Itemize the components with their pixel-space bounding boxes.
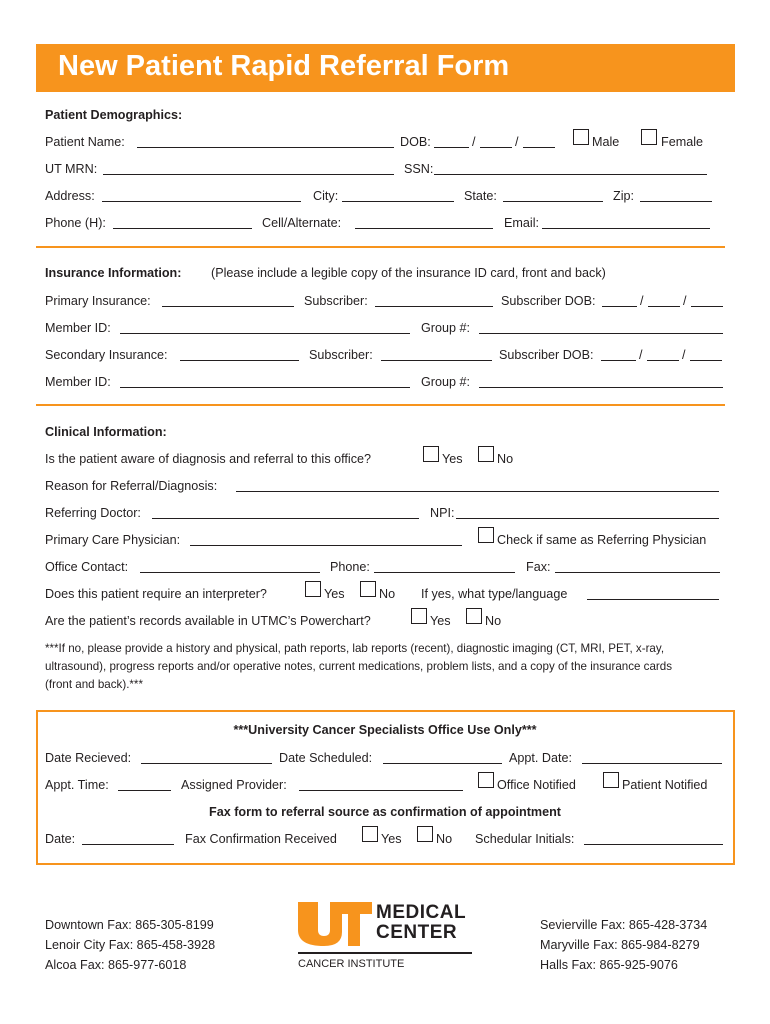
- primary-dob-year-field[interactable]: [691, 306, 723, 307]
- dob-separator: /: [640, 294, 644, 308]
- fax-confirm-label: Fax Confirmation Received: [185, 832, 337, 846]
- assigned-provider-field[interactable]: [299, 790, 463, 791]
- aware-yes-checkbox[interactable]: [423, 446, 439, 462]
- female-label: Female: [661, 135, 703, 149]
- primary-group-field[interactable]: [479, 333, 723, 334]
- primary-subscriber-field[interactable]: [375, 306, 493, 307]
- primary-dob-day-field[interactable]: [648, 306, 680, 307]
- dob-separator: /: [472, 135, 476, 149]
- demographics-heading: Patient Demographics:: [45, 108, 183, 122]
- zip-field[interactable]: [640, 201, 712, 202]
- note-line: ***If no, please provide a history and physical, path reports, lab reports (recent), diagnostic imaging (CT, MRI, PET, x-ray,: [45, 642, 665, 655]
- secondary-member-id-field[interactable]: [120, 387, 410, 388]
- dob-year-field[interactable]: [523, 147, 555, 148]
- fax-alcoa: Alcoa Fax: 865-977-6018: [45, 958, 187, 972]
- assigned-provider-label: Assigned Provider:: [181, 778, 287, 792]
- address-field[interactable]: [102, 201, 301, 202]
- records-question: Are the patient’s records available in UTMC’s Powerchart?: [45, 614, 371, 628]
- phone-home-label: Phone (H):: [45, 216, 106, 230]
- city-label: City:: [313, 189, 339, 203]
- dob-label: DOB:: [400, 135, 431, 149]
- scheduler-initials-field[interactable]: [584, 844, 723, 845]
- primary-insurance-field[interactable]: [162, 306, 294, 307]
- fax-maryville: Maryville Fax: 865-984-8279: [540, 938, 700, 952]
- cell-field[interactable]: [355, 228, 493, 229]
- aware-no-checkbox[interactable]: [478, 446, 494, 462]
- mrn-label: UT MRN:: [45, 162, 98, 176]
- state-label: State:: [464, 189, 497, 203]
- male-checkbox[interactable]: [573, 129, 589, 145]
- cell-label: Cell/Alternate:: [262, 216, 342, 230]
- fax-no-checkbox[interactable]: [417, 826, 433, 842]
- date-scheduled-label: Date Scheduled:: [279, 751, 373, 765]
- office-contact-label: Office Contact:: [45, 560, 129, 574]
- primary-insurance-label: Primary Insurance:: [45, 294, 151, 308]
- ssn-field[interactable]: [434, 174, 707, 175]
- email-label: Email:: [504, 216, 539, 230]
- clinical-heading: Clinical Information:: [45, 425, 167, 439]
- dob-separator: /: [639, 348, 643, 362]
- fax-sevierville: Sevierville Fax: 865-428-3734: [540, 918, 708, 932]
- primary-subscriber-dob-label: Subscriber DOB:: [501, 294, 596, 308]
- records-no-label: No: [485, 614, 502, 628]
- address-label: Address:: [45, 189, 95, 203]
- insurance-heading: Insurance Information:: [45, 266, 182, 280]
- aware-no-label: No: [497, 452, 514, 466]
- dob-day-field[interactable]: [480, 147, 512, 148]
- phone-home-field[interactable]: [113, 228, 252, 229]
- fax-lenoir-city: Lenoir City Fax: 865-458-3928: [45, 938, 216, 952]
- referring-doctor-field[interactable]: [152, 518, 419, 519]
- date-received-label: Date Recieved:: [45, 751, 132, 765]
- office-phone-label: Phone:: [330, 560, 370, 574]
- office-fax-label: Fax:: [526, 560, 551, 574]
- npi-field[interactable]: [456, 518, 719, 519]
- logo-line2: CENTER: [376, 922, 458, 943]
- date-received-field[interactable]: [141, 763, 272, 764]
- office-fax-field[interactable]: [555, 572, 720, 573]
- records-no-checkbox[interactable]: [466, 608, 482, 624]
- note-line: ultrasound), progress reports and/or operative notes, current medications, problem lists, and a copy of the insurance cards: [45, 660, 673, 673]
- zip-label: Zip:: [613, 189, 634, 203]
- secondary-group-label: Group #:: [421, 375, 471, 389]
- aware-question: Is the patient aware of diagnosis and referral to this office?: [45, 452, 371, 466]
- interpreter-yes-label: Yes: [324, 587, 345, 601]
- office-phone-field[interactable]: [374, 572, 515, 573]
- appt-time-field[interactable]: [118, 790, 171, 791]
- mrn-field[interactable]: [103, 174, 394, 175]
- note-line: (front and back).***: [45, 678, 143, 691]
- state-field[interactable]: [503, 201, 603, 202]
- male-label: Male: [592, 135, 620, 149]
- fax-yes-checkbox[interactable]: [362, 826, 378, 842]
- ssn-label: SSN:: [404, 162, 434, 176]
- fax-yes-label: Yes: [381, 832, 402, 846]
- interpreter-language-label: If yes, what type/language: [421, 587, 568, 601]
- secondary-dob-month-field[interactable]: [601, 360, 636, 361]
- same-physician-checkbox[interactable]: [478, 527, 494, 543]
- primary-group-label: Group #:: [421, 321, 471, 335]
- patient-notified-checkbox[interactable]: [603, 772, 619, 788]
- npi-label: NPI:: [430, 506, 455, 520]
- dob-separator: /: [683, 294, 687, 308]
- referring-doctor-label: Referring Doctor:: [45, 506, 141, 520]
- fax-downtown: Downtown Fax: 865-305-8199: [45, 918, 214, 932]
- secondary-subscriber-dob-label: Subscriber DOB:: [499, 348, 594, 362]
- appt-time-label: Appt. Time:: [45, 778, 109, 792]
- reason-label: Reason for Referral/Diagnosis:: [45, 479, 218, 493]
- reason-field[interactable]: [236, 491, 719, 492]
- dob-separator: /: [682, 348, 686, 362]
- page-title: New Patient Rapid Referral Form: [58, 50, 510, 82]
- fax-halls: Halls Fax: 865-925-9076: [540, 958, 678, 972]
- dob-separator: /: [515, 135, 519, 149]
- office-notified-checkbox[interactable]: [478, 772, 494, 788]
- scheduler-initials-label: Schedular Initials:: [475, 832, 575, 846]
- secondary-dob-year-field[interactable]: [690, 360, 722, 361]
- section-divider: [36, 404, 725, 406]
- records-yes-label: Yes: [430, 614, 451, 628]
- pcp-label: Primary Care Physician:: [45, 533, 181, 547]
- interpreter-language-field[interactable]: [587, 599, 719, 600]
- secondary-group-field[interactable]: [479, 387, 723, 388]
- female-checkbox[interactable]: [641, 129, 657, 145]
- logo-line1: MEDICAL: [376, 902, 467, 923]
- interpreter-no-label: No: [379, 587, 396, 601]
- interpreter-yes-checkbox[interactable]: [305, 581, 321, 597]
- same-physician-label: Check if same as Referring Physician: [497, 533, 707, 547]
- secondary-insurance-label: Secondary Insurance:: [45, 348, 168, 362]
- email-field[interactable]: [542, 228, 710, 229]
- secondary-subscriber-label: Subscriber:: [309, 348, 373, 362]
- dob-month-field[interactable]: [434, 147, 469, 148]
- secondary-member-id-label: Member ID:: [45, 375, 111, 389]
- aware-yes-label: Yes: [442, 452, 463, 466]
- insurance-note: (Please include a legible copy of the insurance ID card, front and back): [211, 266, 606, 280]
- fax-date-field[interactable]: [82, 844, 174, 845]
- primary-member-id-field[interactable]: [120, 333, 410, 334]
- section-divider: [36, 246, 725, 248]
- appt-date-field[interactable]: [582, 763, 722, 764]
- logo-subtitle: CANCER INSTITUTE: [298, 958, 405, 970]
- primary-dob-month-field[interactable]: [602, 306, 637, 307]
- pcp-field[interactable]: [190, 545, 462, 546]
- office-notified-label: Office Notified: [497, 778, 576, 792]
- secondary-dob-day-field[interactable]: [647, 360, 679, 361]
- office-contact-field[interactable]: [140, 572, 320, 573]
- secondary-insurance-field[interactable]: [180, 360, 299, 361]
- primary-subscriber-label: Subscriber:: [304, 294, 368, 308]
- interpreter-question: Does this patient require an interpreter?: [45, 587, 267, 601]
- interpreter-no-checkbox[interactable]: [360, 581, 376, 597]
- fax-date-label: Date:: [45, 832, 76, 846]
- primary-member-id-label: Member ID:: [45, 321, 111, 335]
- records-note: [45, 640, 735, 694]
- title-bar: [36, 44, 735, 92]
- patient-notified-label: Patient Notified: [622, 778, 708, 792]
- city-field[interactable]: [342, 201, 454, 202]
- patient-name-field[interactable]: [137, 147, 394, 148]
- fax-heading: Fax form to referral source as confirmation of appointment: [209, 805, 561, 819]
- records-yes-checkbox[interactable]: [411, 608, 427, 624]
- secondary-subscriber-field[interactable]: [381, 360, 492, 361]
- fax-no-label: No: [436, 832, 453, 846]
- patient-name-label: Patient Name:: [45, 135, 125, 149]
- appt-date-label: Appt. Date:: [509, 751, 573, 765]
- date-scheduled-field[interactable]: [383, 763, 502, 764]
- office-use-heading: ***University Cancer Specialists Office Use Only***: [233, 723, 537, 737]
